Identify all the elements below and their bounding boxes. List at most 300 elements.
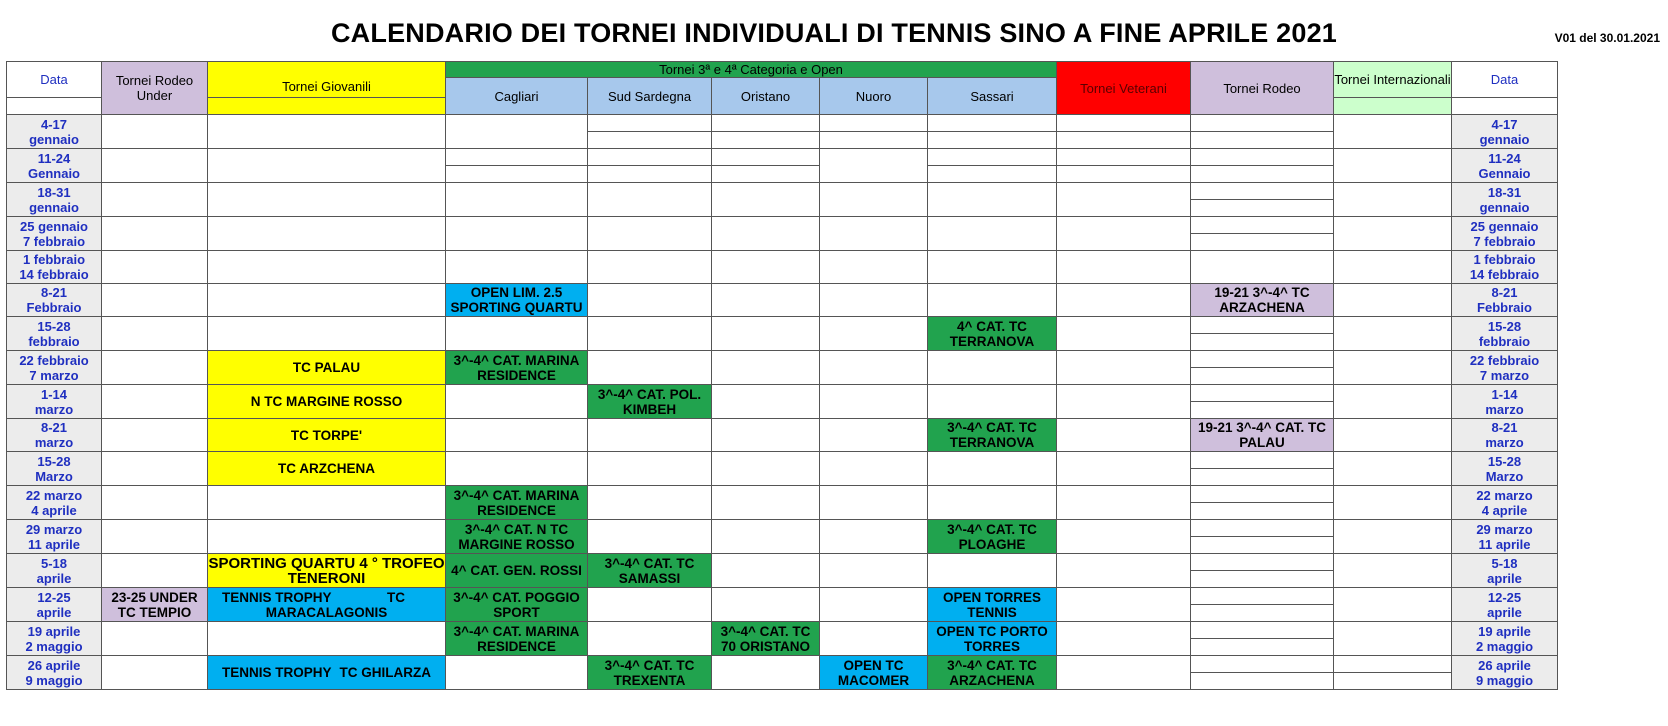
empty-cell bbox=[820, 217, 928, 251]
empty-cell bbox=[588, 183, 712, 217]
date-cell-right bbox=[1452, 284, 1558, 317]
header-data-left-blank bbox=[7, 98, 102, 115]
date-end: Gennaio bbox=[27, 165, 80, 181]
empty-cell bbox=[1191, 622, 1334, 656]
empty-cell bbox=[928, 452, 1057, 486]
header-cat34: Tornei 3ª e 4ª Categoria e Open bbox=[446, 62, 1057, 78]
date-start: 18-31 bbox=[37, 184, 71, 200]
tournament-calendar-table bbox=[6, 61, 1558, 690]
empty-cell bbox=[712, 217, 820, 251]
date-end: 7 febbraio bbox=[22, 233, 86, 249]
date-cell-left bbox=[7, 622, 102, 656]
date-end: 11 aprile bbox=[1478, 536, 1531, 552]
date-start: 15-28 bbox=[1487, 453, 1522, 469]
empty-cell bbox=[1191, 554, 1334, 588]
date-start: 29 marzo bbox=[1476, 521, 1533, 537]
header-internazionali-blank bbox=[1334, 98, 1452, 115]
empty-cell bbox=[820, 317, 928, 351]
date-start: 8-21 bbox=[1491, 420, 1518, 435]
empty-cell bbox=[1057, 385, 1191, 419]
event-giov bbox=[208, 656, 446, 690]
empty-cell bbox=[712, 251, 820, 284]
empty-cell bbox=[1334, 351, 1452, 385]
empty-cell bbox=[712, 452, 820, 486]
date-cell-left bbox=[7, 317, 102, 351]
event-sud: 3^-4^ CAT. POL. KIMBEH bbox=[588, 385, 712, 419]
date-cell-right bbox=[1452, 486, 1558, 520]
empty-cell bbox=[1057, 149, 1191, 183]
empty-cell bbox=[102, 149, 208, 183]
date-end: 14 febbraio bbox=[19, 267, 89, 282]
date-end: gennaio bbox=[29, 199, 79, 215]
empty-cell bbox=[1057, 284, 1191, 317]
split-cell bbox=[588, 115, 711, 148]
empty-cell bbox=[1334, 554, 1452, 588]
split-cell bbox=[1191, 317, 1333, 350]
event-nuoro: OPEN TC MACOMER bbox=[820, 656, 928, 690]
date-start: 26 aprile bbox=[1478, 657, 1531, 673]
empty-cell bbox=[928, 115, 1057, 149]
header-sassari: Sassari bbox=[928, 78, 1057, 115]
event-rodeo: 19-21 3^-4^ CAT. TC PALAU bbox=[1191, 419, 1334, 452]
date-start: 22 febbraio bbox=[1469, 352, 1540, 368]
event-text: TENNIS TROPHY bbox=[222, 665, 332, 680]
date-end: 2 maggio bbox=[25, 638, 83, 654]
empty-cell bbox=[446, 149, 588, 183]
date-start: 5-18 bbox=[1491, 555, 1518, 571]
empty-cell bbox=[820, 284, 928, 317]
empty-cell bbox=[208, 317, 446, 351]
empty-cell bbox=[1057, 554, 1191, 588]
date-start: 11-24 bbox=[1488, 150, 1521, 166]
empty-cell bbox=[928, 217, 1057, 251]
empty-cell bbox=[928, 183, 1057, 217]
event-sud: 3^-4^ CAT. TC TREXENTA bbox=[588, 656, 712, 690]
date-cell-right bbox=[1452, 251, 1558, 284]
empty-cell bbox=[820, 419, 928, 452]
header-sud-sardegna: Sud Sardegna bbox=[588, 78, 712, 115]
event-sassari: 4^ CAT. TC TERRANOVA bbox=[928, 317, 1057, 351]
date-cell-right bbox=[1452, 520, 1558, 554]
event-sassari: 3^-4^ CAT. TC TERRANOVA bbox=[928, 419, 1057, 452]
split-cell bbox=[1057, 149, 1190, 182]
event-cagliari: 3^-4^ CAT. MARINA RESIDENCE bbox=[446, 622, 588, 656]
event-oristano: 3^-4^ CAT. TC 70 ORISTANO bbox=[712, 622, 820, 656]
date-end: febbraio bbox=[1478, 333, 1531, 349]
empty-cell bbox=[208, 520, 446, 554]
empty-cell bbox=[102, 554, 208, 588]
empty-cell bbox=[102, 419, 208, 452]
split-cell bbox=[1191, 115, 1333, 148]
empty-cell bbox=[1334, 284, 1452, 317]
empty-cell bbox=[1334, 520, 1452, 554]
date-end: aprile bbox=[1487, 570, 1522, 586]
empty-cell bbox=[102, 217, 208, 251]
header-oristano: Oristano bbox=[712, 78, 820, 115]
split-cell bbox=[1334, 656, 1451, 689]
empty-cell bbox=[588, 588, 712, 622]
empty-cell bbox=[1191, 115, 1334, 149]
date-start: 15-28 bbox=[1487, 318, 1522, 334]
header-internazionali: Tornei Internazionali bbox=[1334, 62, 1452, 98]
split-cell bbox=[1191, 149, 1333, 182]
empty-cell bbox=[1057, 622, 1191, 656]
header-veterani: Tornei Veterani bbox=[1057, 62, 1191, 115]
empty-cell bbox=[1334, 656, 1452, 690]
empty-cell bbox=[820, 520, 928, 554]
empty-cell bbox=[446, 217, 588, 251]
empty-cell bbox=[1334, 149, 1452, 183]
empty-cell bbox=[712, 554, 820, 588]
date-end: aprile bbox=[36, 604, 72, 620]
date-start: 1-14 bbox=[1491, 386, 1518, 402]
empty-cell bbox=[446, 656, 588, 690]
date-end: aprile bbox=[36, 570, 72, 586]
date-end: Febbraio bbox=[26, 300, 82, 315]
event-sassari: 3^-4^ CAT. TC PLOAGHE bbox=[928, 520, 1057, 554]
event-rodeo: 19-21 3^-4^ TC ARZACHENA bbox=[1191, 284, 1334, 317]
empty-cell bbox=[1334, 588, 1452, 622]
page-title: CALENDARIO DEI TORNEI INDIVIDUALI DI TENNIS SINO A FINE APRILE 2021 bbox=[330, 18, 1338, 48]
date-start: 12-25 bbox=[37, 589, 71, 605]
split-cell bbox=[1191, 351, 1333, 384]
date-cell-left bbox=[7, 419, 102, 452]
empty-cell bbox=[1334, 183, 1452, 217]
split-cell bbox=[1191, 588, 1333, 621]
event-giov: TC PALAU bbox=[208, 351, 446, 385]
empty-cell bbox=[1334, 452, 1452, 486]
empty-cell bbox=[1057, 486, 1191, 520]
header-giovanili-blank bbox=[208, 98, 446, 115]
date-cell-left bbox=[7, 452, 102, 486]
date-end: gennaio bbox=[29, 131, 79, 147]
event-cagliari: 3^-4^ CAT. MARINA RESIDENCE bbox=[446, 486, 588, 520]
date-end: 7 marzo bbox=[29, 367, 79, 383]
empty-cell bbox=[820, 486, 928, 520]
empty-cell bbox=[588, 317, 712, 351]
date-cell-left bbox=[7, 351, 102, 385]
date-end: Marzo bbox=[35, 468, 73, 484]
event-text: TC GHILARZA bbox=[339, 665, 431, 680]
header-data-right: Data bbox=[1452, 62, 1558, 98]
event-cagliari: 3^-4^ CAT. MARINA RESIDENCE bbox=[446, 351, 588, 385]
header-data-left: Data bbox=[7, 62, 102, 98]
event-text: TENNIS TROPHY bbox=[222, 589, 332, 605]
empty-cell bbox=[588, 486, 712, 520]
date-start: 22 marzo bbox=[25, 487, 83, 503]
empty-cell bbox=[928, 385, 1057, 419]
date-cell-left bbox=[7, 284, 102, 317]
empty-cell bbox=[928, 554, 1057, 588]
event-sassari: OPEN TORRES TENNIS bbox=[928, 588, 1057, 622]
empty-cell bbox=[446, 183, 588, 217]
empty-cell bbox=[820, 149, 928, 183]
date-end: gennaio bbox=[1479, 131, 1530, 147]
date-end: marzo bbox=[34, 435, 74, 450]
date-end: marzo bbox=[1485, 435, 1524, 450]
empty-cell bbox=[588, 419, 712, 452]
date-end: 11 aprile bbox=[27, 536, 81, 552]
header-nuoro: Nuoro bbox=[820, 78, 928, 115]
header-rodeo: Tornei Rodeo bbox=[1191, 62, 1334, 115]
split-cell bbox=[1057, 115, 1190, 148]
date-end: 9 maggio bbox=[25, 672, 83, 688]
event-cagliari: OPEN LIM. 2.5 SPORTING QUARTU bbox=[446, 284, 588, 317]
empty-cell bbox=[1057, 419, 1191, 452]
empty-cell bbox=[208, 486, 446, 520]
empty-cell bbox=[820, 183, 928, 217]
date-cell-right bbox=[1452, 217, 1558, 251]
empty-cell bbox=[102, 452, 208, 486]
date-cell-left bbox=[7, 183, 102, 217]
date-end: marzo bbox=[34, 401, 74, 417]
empty-cell bbox=[820, 115, 928, 149]
date-cell-right bbox=[1452, 656, 1558, 690]
empty-cell bbox=[588, 351, 712, 385]
empty-cell bbox=[712, 115, 820, 149]
date-end: 7 marzo bbox=[1479, 367, 1530, 383]
empty-cell bbox=[712, 419, 820, 452]
split-cell bbox=[820, 115, 927, 148]
empty-cell bbox=[446, 385, 588, 419]
empty-cell bbox=[820, 622, 928, 656]
date-cell-right bbox=[1452, 452, 1558, 486]
date-start: 15-28 bbox=[37, 318, 71, 334]
event-giov bbox=[208, 588, 446, 622]
empty-cell bbox=[820, 588, 928, 622]
empty-cell bbox=[712, 149, 820, 183]
empty-cell bbox=[1057, 251, 1191, 284]
empty-cell bbox=[820, 452, 928, 486]
split-cell bbox=[712, 149, 819, 182]
date-start: 18-31 bbox=[1487, 184, 1522, 200]
empty-cell bbox=[1057, 452, 1191, 486]
date-cell-right bbox=[1452, 588, 1558, 622]
date-cell-right bbox=[1452, 183, 1558, 217]
empty-cell bbox=[208, 149, 446, 183]
empty-cell bbox=[102, 183, 208, 217]
event-text: MARACALAGONIS bbox=[265, 604, 388, 620]
empty-cell bbox=[1334, 251, 1452, 284]
split-cell bbox=[1191, 622, 1333, 655]
date-cell-right bbox=[1452, 115, 1558, 149]
date-cell-right bbox=[1452, 622, 1558, 656]
empty-cell bbox=[1334, 217, 1452, 251]
empty-cell bbox=[1191, 452, 1334, 486]
empty-cell bbox=[446, 317, 588, 351]
date-start: 1 febbraio bbox=[1473, 252, 1536, 267]
date-cell-right bbox=[1452, 554, 1558, 588]
date-start: 8-21 bbox=[40, 420, 68, 435]
empty-cell bbox=[928, 351, 1057, 385]
empty-cell bbox=[588, 149, 712, 183]
split-cell bbox=[446, 149, 587, 182]
split-cell bbox=[928, 115, 1056, 148]
event-giov: N TC MARGINE ROSSO bbox=[208, 385, 446, 419]
empty-cell bbox=[820, 385, 928, 419]
date-start: 4-17 bbox=[40, 116, 68, 132]
empty-cell bbox=[1191, 656, 1334, 690]
empty-cell bbox=[102, 284, 208, 317]
empty-cell bbox=[446, 251, 588, 284]
date-end: 14 febbraio bbox=[1469, 267, 1540, 282]
empty-cell bbox=[102, 115, 208, 149]
empty-cell bbox=[208, 217, 446, 251]
empty-cell bbox=[712, 656, 820, 690]
empty-cell bbox=[588, 284, 712, 317]
empty-cell bbox=[1191, 520, 1334, 554]
event-sud: 3^-4^ CAT. TC SAMASSI bbox=[588, 554, 712, 588]
event-giov: SPORTING QUARTU 4 ° TROFEO TENERONI bbox=[208, 554, 445, 587]
event-cagliari: 3^-4^ CAT. POGGIO SPORT bbox=[446, 588, 588, 622]
date-cell-left bbox=[7, 656, 102, 690]
date-cell-right bbox=[1452, 317, 1558, 351]
date-start: 12-25 bbox=[1487, 589, 1522, 605]
split-cell bbox=[1191, 656, 1333, 689]
empty-cell bbox=[1057, 183, 1191, 217]
empty-cell bbox=[102, 622, 208, 656]
header-data-right-blank bbox=[1452, 98, 1558, 115]
empty-cell bbox=[1334, 419, 1452, 452]
empty-cell bbox=[928, 486, 1057, 520]
event-giov: TC ARZCHENA bbox=[208, 452, 446, 486]
empty-cell bbox=[1334, 317, 1452, 351]
empty-cell bbox=[588, 622, 712, 656]
empty-cell bbox=[712, 486, 820, 520]
date-cell-left bbox=[7, 149, 102, 183]
empty-cell bbox=[1191, 385, 1334, 419]
empty-cell bbox=[1334, 115, 1452, 149]
empty-cell bbox=[928, 251, 1057, 284]
split-cell bbox=[1191, 183, 1333, 216]
date-cell-left bbox=[7, 486, 102, 520]
date-end: 4 aprile bbox=[31, 502, 77, 518]
date-cell-left bbox=[7, 588, 102, 622]
date-cell-right bbox=[1452, 419, 1558, 452]
split-cell bbox=[928, 149, 1056, 182]
empty-cell bbox=[1334, 622, 1452, 656]
empty-cell bbox=[712, 317, 820, 351]
date-start: 5-18 bbox=[40, 555, 68, 571]
date-cell-left bbox=[7, 520, 102, 554]
empty-cell bbox=[208, 284, 446, 317]
empty-cell bbox=[1057, 115, 1191, 149]
empty-cell bbox=[588, 217, 712, 251]
date-cell-left bbox=[7, 385, 102, 419]
empty-cell bbox=[1057, 656, 1191, 690]
empty-cell bbox=[820, 251, 928, 284]
header-rodeo-under: Tornei Rodeo Under bbox=[102, 62, 208, 115]
empty-cell bbox=[1334, 385, 1452, 419]
empty-cell bbox=[712, 385, 820, 419]
date-end: 2 maggio bbox=[1475, 638, 1534, 654]
split-cell bbox=[1191, 385, 1333, 418]
date-cell-left bbox=[7, 115, 102, 149]
empty-cell bbox=[712, 284, 820, 317]
header-cagliari: Cagliari bbox=[446, 78, 588, 115]
date-end: aprile bbox=[1487, 604, 1522, 620]
date-end: marzo bbox=[1485, 401, 1524, 417]
date-start: 19 aprile bbox=[1478, 623, 1531, 639]
date-cell-left bbox=[7, 217, 102, 251]
empty-cell bbox=[102, 351, 208, 385]
date-start: 1 febbraio bbox=[22, 252, 86, 267]
event-sassari: OPEN TC PORTO TORRES bbox=[928, 622, 1057, 656]
date-start: 19 aprile bbox=[27, 623, 81, 639]
date-end: 9 maggio bbox=[1475, 672, 1534, 688]
date-cell-right bbox=[1452, 149, 1558, 183]
date-start: 15-28 bbox=[37, 453, 71, 469]
empty-cell bbox=[1191, 588, 1334, 622]
date-end: Gennaio bbox=[1478, 165, 1531, 181]
date-start: 11-24 bbox=[37, 150, 71, 166]
empty-cell bbox=[1057, 520, 1191, 554]
split-cell bbox=[1191, 520, 1333, 553]
empty-cell bbox=[588, 452, 712, 486]
empty-cell bbox=[1057, 351, 1191, 385]
event-cagliari: 3^-4^ CAT. N TC MARGINE ROSSO bbox=[446, 520, 588, 554]
empty-cell bbox=[820, 351, 928, 385]
empty-cell bbox=[1057, 317, 1191, 351]
date-start: 1-14 bbox=[40, 386, 68, 402]
empty-cell bbox=[1191, 251, 1334, 284]
split-cell bbox=[712, 115, 819, 148]
empty-cell bbox=[102, 486, 208, 520]
empty-cell bbox=[712, 520, 820, 554]
date-cell-left bbox=[7, 554, 102, 588]
date-cell-right bbox=[1452, 385, 1558, 419]
empty-cell bbox=[1191, 351, 1334, 385]
version-label: V01 del 30.01.2021 bbox=[1554, 31, 1660, 45]
empty-cell bbox=[102, 520, 208, 554]
header-giovanili-label: Tornei Giovanili bbox=[282, 78, 371, 94]
empty-cell bbox=[820, 554, 928, 588]
empty-cell bbox=[1191, 183, 1334, 217]
empty-cell bbox=[446, 452, 588, 486]
date-start: 22 febbraio bbox=[19, 352, 89, 368]
event-giov: TC TORPE' bbox=[208, 419, 446, 452]
date-start: 4-17 bbox=[1491, 116, 1518, 132]
empty-cell bbox=[102, 385, 208, 419]
date-start: 26 aprile bbox=[27, 657, 81, 673]
empty-cell bbox=[588, 115, 712, 149]
date-start: 25 gennaio bbox=[20, 218, 88, 234]
empty-cell bbox=[712, 351, 820, 385]
split-cell bbox=[1191, 554, 1333, 587]
empty-cell bbox=[588, 251, 712, 284]
event-cagliari: 4^ CAT. GEN. ROSSI bbox=[446, 554, 588, 588]
empty-cell bbox=[1191, 217, 1334, 251]
empty-cell bbox=[1334, 486, 1452, 520]
empty-cell bbox=[1057, 217, 1191, 251]
date-end: 7 febbraio bbox=[1473, 233, 1536, 249]
empty-cell bbox=[102, 317, 208, 351]
date-end: 4 aprile bbox=[1481, 502, 1528, 518]
date-cell-left bbox=[7, 251, 102, 284]
empty-cell bbox=[208, 251, 446, 284]
date-start: 29 marzo bbox=[25, 521, 83, 537]
empty-cell bbox=[1191, 317, 1334, 351]
empty-cell bbox=[102, 251, 208, 284]
empty-cell bbox=[588, 520, 712, 554]
empty-cell bbox=[208, 115, 446, 149]
empty-cell bbox=[102, 656, 208, 690]
empty-cell bbox=[1057, 588, 1191, 622]
split-cell bbox=[1191, 452, 1333, 485]
date-start: 22 marzo bbox=[1476, 487, 1533, 503]
empty-cell bbox=[446, 115, 588, 149]
empty-cell bbox=[1191, 486, 1334, 520]
